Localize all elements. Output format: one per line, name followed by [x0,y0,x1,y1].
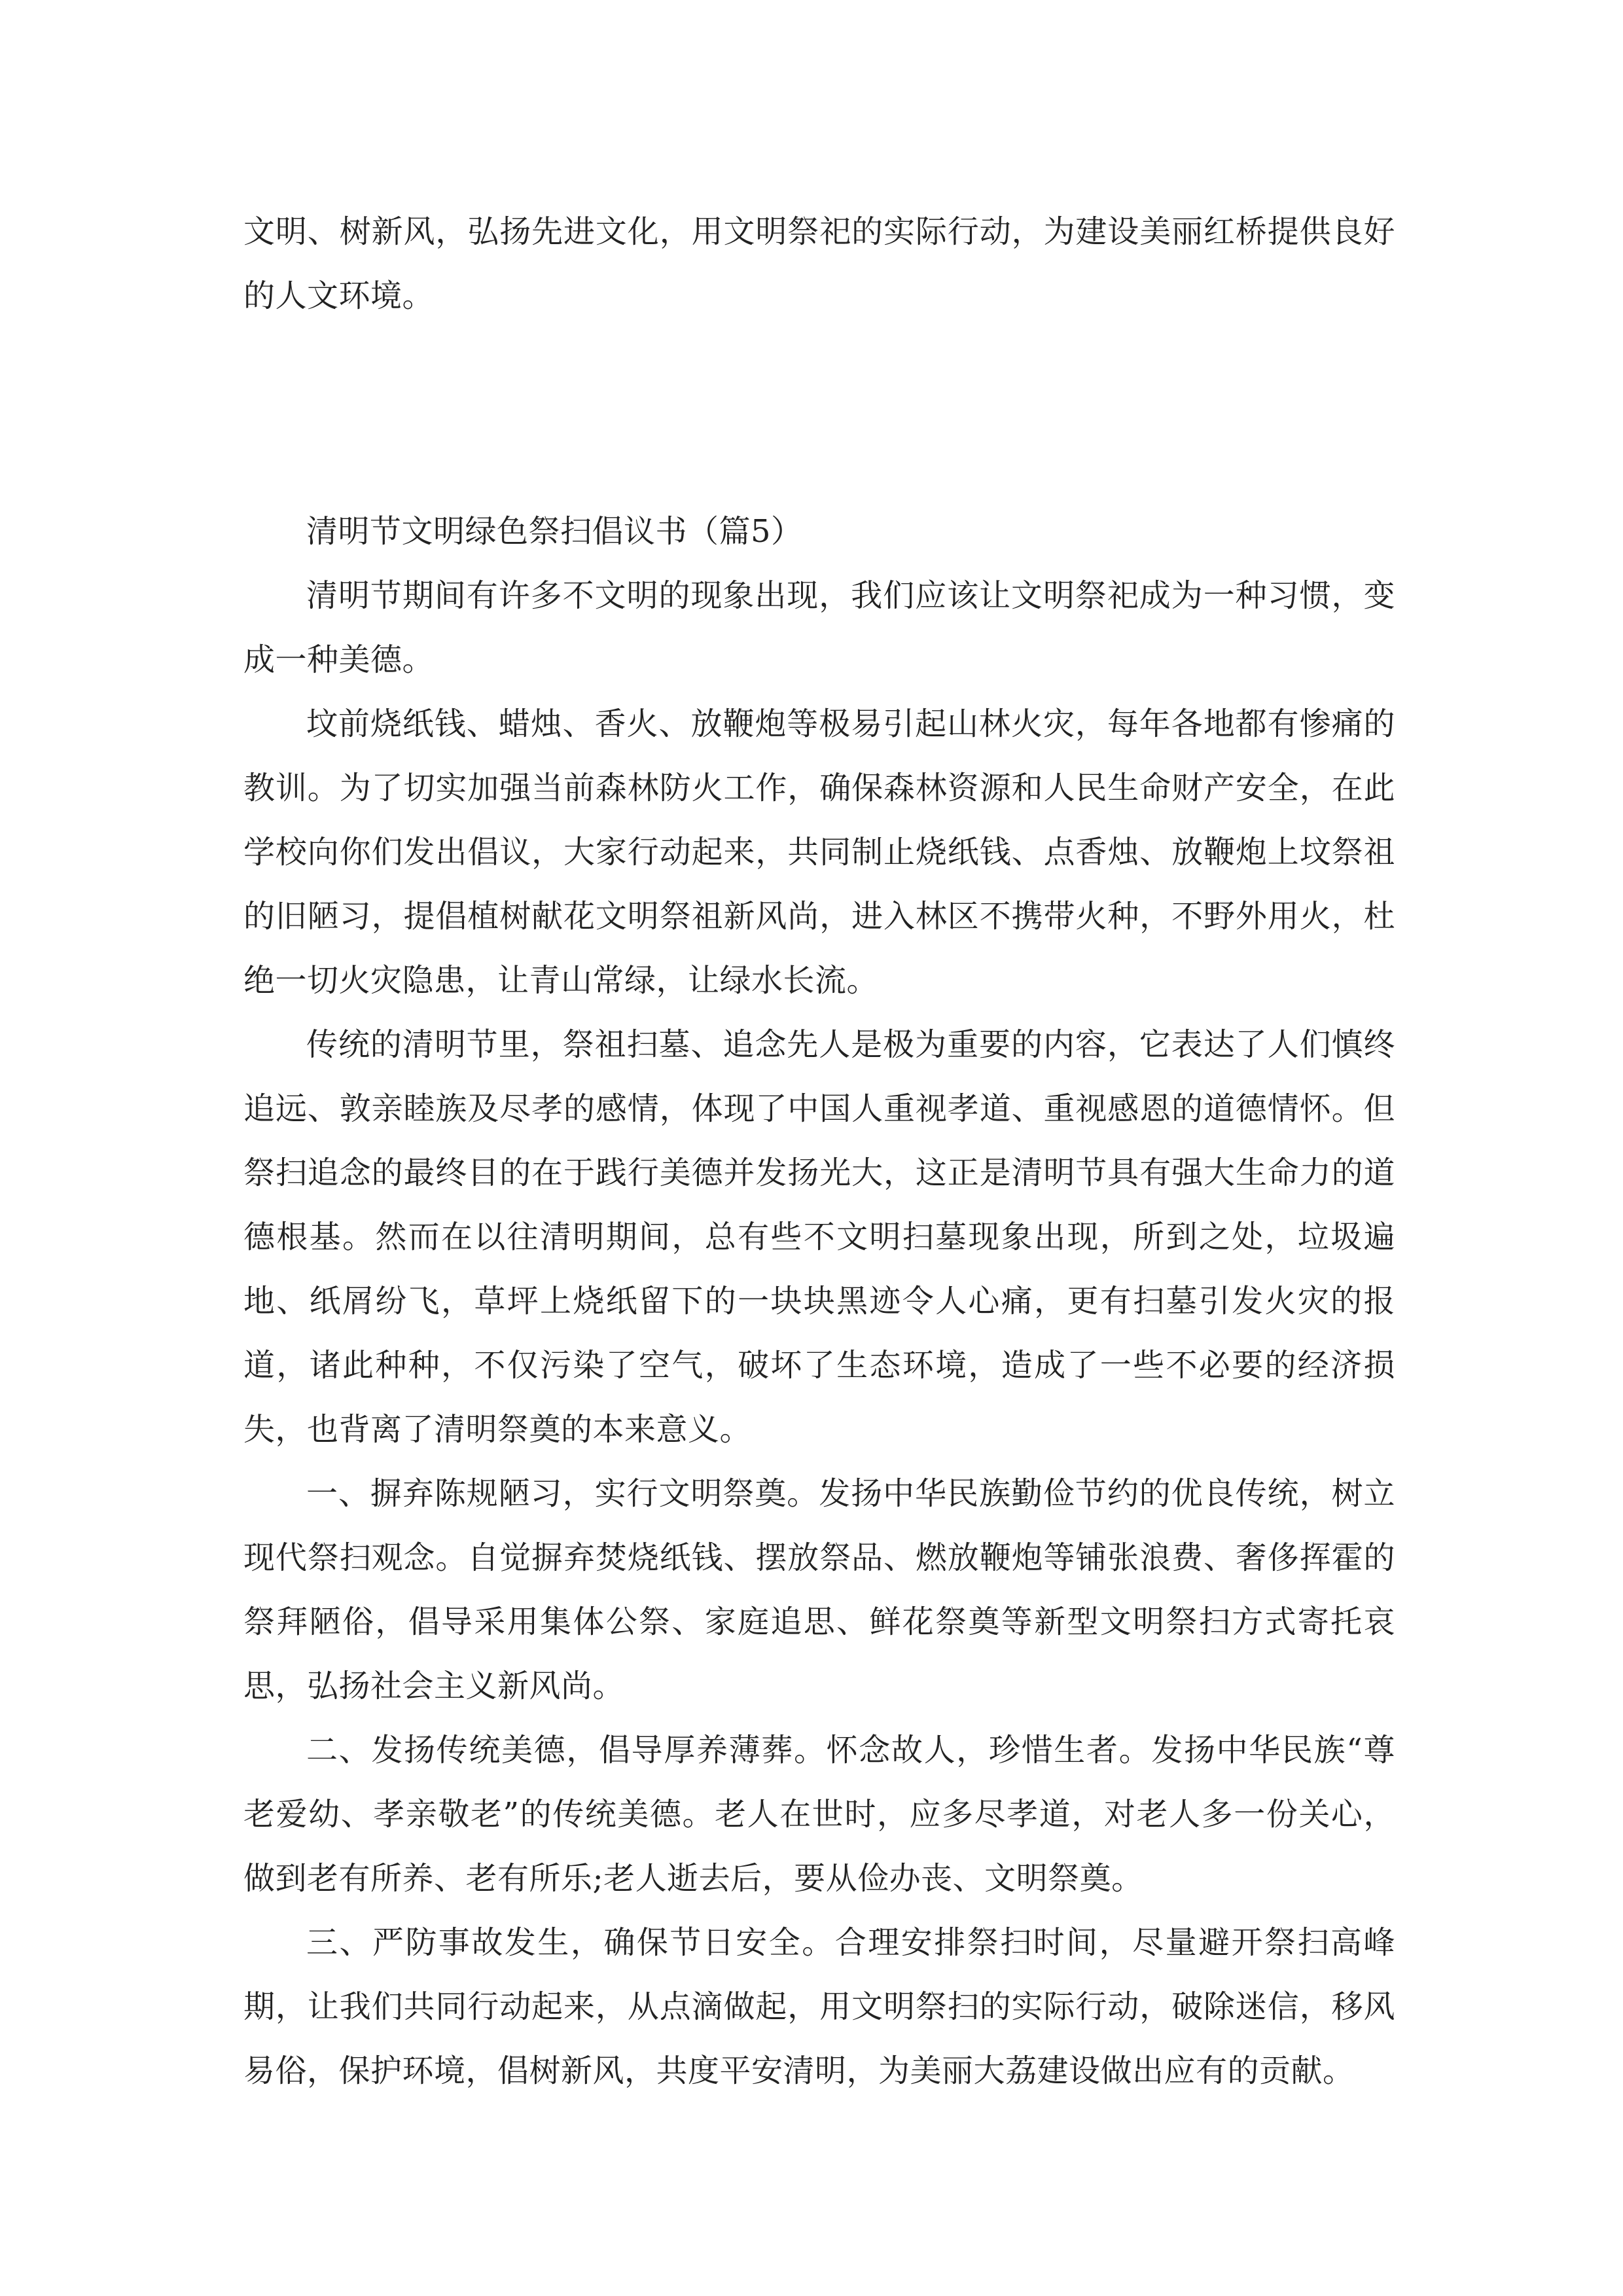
paragraph-fire-safety: 坟前烧纸钱、蜡烛、香火、放鞭炮等极易引起山林火灾，每年各地都有惨痛的教训。为了切实加强当前森林防火工作，确保森林资源和人民生命财产安全，在此学校向你们发出倡议，大家行动起来，共同制止烧纸钱、点香烛、放鞭炮上坟祭祖的旧陋习，提倡植树献花文明祭祖新风尚，进入林区不携带火种，不野外用火，杜绝一切火灾隐患，让青山常绿，让绿水长流。 [243,706,1395,999]
section-title: 清明节文明绿色祭扫倡议书（篇5） [306,513,803,550]
paragraph-point-two: 二、发扬传统美德，倡导厚养薄葬。怀念故人，珍惜生者。发扬中华民族“尊老爱幼、孝亲敬老”的传统美德。老人在世时，应多尽孝道，对老人多一份关心，做到老有所养、老有所乐;老人逝去后，要从俭办丧、文明祭奠。 [243,1732,1395,1897]
paragraph-tradition: 传统的清明节里，祭祖扫墓、追念先人是极为重要的内容，它表达了人们慎终追远、敦亲睦族及尽孝的感情，体现了中国人重视孝道、重视感恩的道德情怀。但祭扫追念的最终目的在于践行美德并发扬光大，这正是清明节具有强大生命力的道德根基。然而在以往清明期间，总有些不文明扫墓现象出现，所到之处，垃圾遍地、纸屑纷飞，草坪上烧纸留下的一块块黑迹令人心痛，更有扫墓引发火灾的报道，诸此种种，不仅污染了空气，破坏了生态环境，造成了一些不必要的经济损失，也背离了清明祭奠的本来意义。 [243,1026,1395,1448]
continuation-paragraph: 文明、树新风，弘扬先进文化，用文明祭祀的实际行动，为建设美丽红桥提供良好的人文环境。 [243,213,1395,314]
paragraph-point-three: 三、严防事故发生，确保节日安全。合理安排祭扫时间，尽量避开祭扫高峰期，让我们共同行动起来，从点滴做起，用文明祭扫的实际行动，破除迷信，移风易俗，保护环境，倡树新风，共度平安清明，为美丽大荔建设做出应有的贡献。 [243,1924,1395,2089]
document-body [243,200,1395,2103]
paragraph-intro: 清明节期间有许多不文明的现象出现，我们应该让文明祭祀成为一种习惯，变成一种美德。 [243,577,1395,678]
paragraph-point-one: 一、摒弃陈规陋习，实行文明祭奠。发扬中华民族勤俭节约的优良传统，树立现代祭扫观念。自觉摒弃焚烧纸钱、摆放祭品、燃放鞭炮等铺张浪费、奢侈挥霍的祭拜陋俗，倡导采用集体公祭、家庭追思、鲜花祭奠等新型文明祭扫方式寄托哀思，弘扬社会主义新风尚。 [243,1475,1395,1704]
